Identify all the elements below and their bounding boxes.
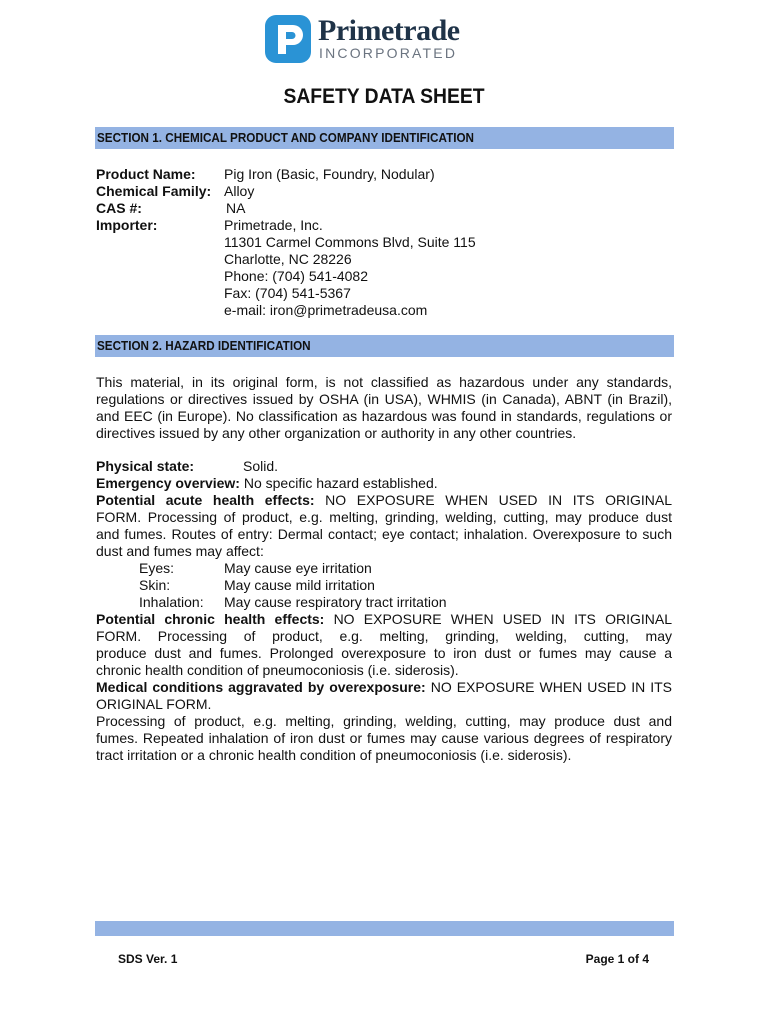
acute-label: Potential acute health effects:: [96, 492, 315, 508]
cas-value: NA: [226, 200, 246, 216]
chemical-family-label: Chemical Family:: [96, 183, 212, 199]
footer-page-number: Page 1 of 4: [585, 952, 649, 966]
importer-address-line: [96, 234, 672, 251]
importer-row: [96, 217, 672, 234]
emergency-row: [96, 475, 672, 492]
intro-line: regulations or directives issued by OSHA (in USA), WHMIS (in Canada), ABNT (in Brazil),: [96, 391, 672, 407]
medical-first-line: [96, 679, 672, 696]
importer-label: Importer:: [96, 217, 158, 233]
logo-subtitle: INCORPORATED: [319, 45, 458, 61]
processing-line: Processing of product, e.g. melting, grinding, welding, cutting, may produce dust and: [96, 713, 672, 729]
effect-label: Eyes:: [139, 560, 175, 576]
footer-band: [95, 921, 674, 936]
chronic-line: FORM. Processing of product, e.g. melting, grinding, welding, cutting, may: [96, 628, 672, 644]
importer-address: 11301 Carmel Commons Blvd, Suite 115: [224, 234, 476, 250]
acute-first-line: [96, 492, 672, 509]
importer-phone: Phone: (704) 541-4082: [224, 268, 368, 284]
importer-fax-line: [96, 285, 672, 302]
effect-eyes-row: [96, 560, 672, 577]
footer-version: SDS Ver. 1: [118, 952, 178, 966]
effect-value: May cause respiratory tract irritation: [224, 594, 447, 610]
importer-city: Charlotte, NC 28226: [224, 251, 352, 267]
emergency-label: Emergency overview:: [96, 475, 240, 491]
processing-line: fumes. Repeated inhalation of iron dust or fumes may cause various degrees of respiratory: [96, 730, 672, 746]
physical-state-row: [96, 458, 672, 475]
acute-first: NO EXPOSURE WHEN USED IN ITS ORIGINAL: [325, 492, 672, 508]
company-logo: [264, 14, 474, 66]
cas-label: CAS #:: [96, 200, 142, 216]
section1-body: [96, 166, 672, 319]
acute-line: FORM. Processing of product, e.g. melting, grinding, welding, cutting, may produce dust: [96, 509, 672, 525]
effect-value: May cause mild irritation: [224, 577, 375, 593]
section2-details: [96, 458, 672, 764]
chemical-family-row: [96, 183, 672, 200]
chronic-first: NO EXPOSURE WHEN USED IN ITS ORIGINAL: [333, 611, 672, 627]
chemical-family-value: Alloy: [224, 183, 255, 199]
intro-line: directives issued by any other organization or authority in any other countries.: [96, 425, 577, 441]
importer-email-line: [96, 302, 672, 319]
importer-name: Primetrade, Inc.: [224, 217, 323, 233]
chronic-line: chronic health condition of pneumoconiosis (i.e. siderosis).: [96, 662, 459, 678]
emergency-value: No specific hazard established.: [243, 475, 438, 491]
section2-heading: SECTION 2. HAZARD IDENTIFICATION: [95, 335, 674, 357]
importer-city-line: [96, 251, 672, 268]
importer-fax: Fax: (704) 541-5367: [224, 285, 351, 301]
chronic-line: produce dust and fumes. Prolonged overexposure to iron dust or fumes may cause a: [96, 645, 672, 661]
acute-line: dust and fumes may affect:: [96, 543, 264, 559]
intro-line: This material, in its original form, is not classified as hazardous under any standards,: [96, 374, 672, 390]
section2-intro: [96, 374, 672, 442]
physical-state-label: Physical state:: [96, 458, 195, 474]
effect-inhalation-row: [96, 594, 672, 611]
processing-line: tract irritation or a chronic health condition of pneumoconiosis (i.e. siderosis).: [96, 747, 572, 763]
chronic-label: Potential chronic health effects:: [96, 611, 325, 627]
section1-heading: SECTION 1. CHEMICAL PRODUCT AND COMPANY IDENTIFICATION: [95, 127, 674, 149]
medical-line: ORIGINAL FORM.: [96, 696, 212, 712]
physical-state-value: Solid.: [243, 458, 279, 474]
importer-email: e-mail: iron@primetradeusa.com: [224, 302, 428, 318]
primetrade-logo-icon: [264, 14, 312, 64]
importer-phone-line: [96, 268, 672, 285]
product-name-value: Pig Iron (Basic, Foundry, Nodular): [224, 166, 435, 182]
effect-label: Inhalation:: [139, 594, 204, 610]
acute-line: and fumes. Routes of entry: Dermal contact; eye contact; inhalation. Overexposure to such: [96, 526, 672, 542]
effect-label: Skin:: [139, 577, 171, 593]
medical-label: Medical conditions aggravated by overexposure:: [96, 679, 426, 695]
effect-skin-row: [96, 577, 672, 594]
effect-value: May cause eye irritation: [224, 560, 372, 576]
product-name-label: Product Name:: [96, 166, 196, 182]
document-title: SAFETY DATA SHEET: [283, 85, 485, 108]
intro-line: and EEC (in Europe). No classification as hazardous was found in standards, regulations or: [96, 408, 672, 424]
cas-row: [96, 200, 672, 217]
medical-first: NO EXPOSURE WHEN USED IN ITS: [430, 679, 673, 695]
chronic-first-line: [96, 611, 672, 628]
logo-name: Primetrade: [318, 14, 460, 47]
product-name-row: [96, 166, 672, 183]
